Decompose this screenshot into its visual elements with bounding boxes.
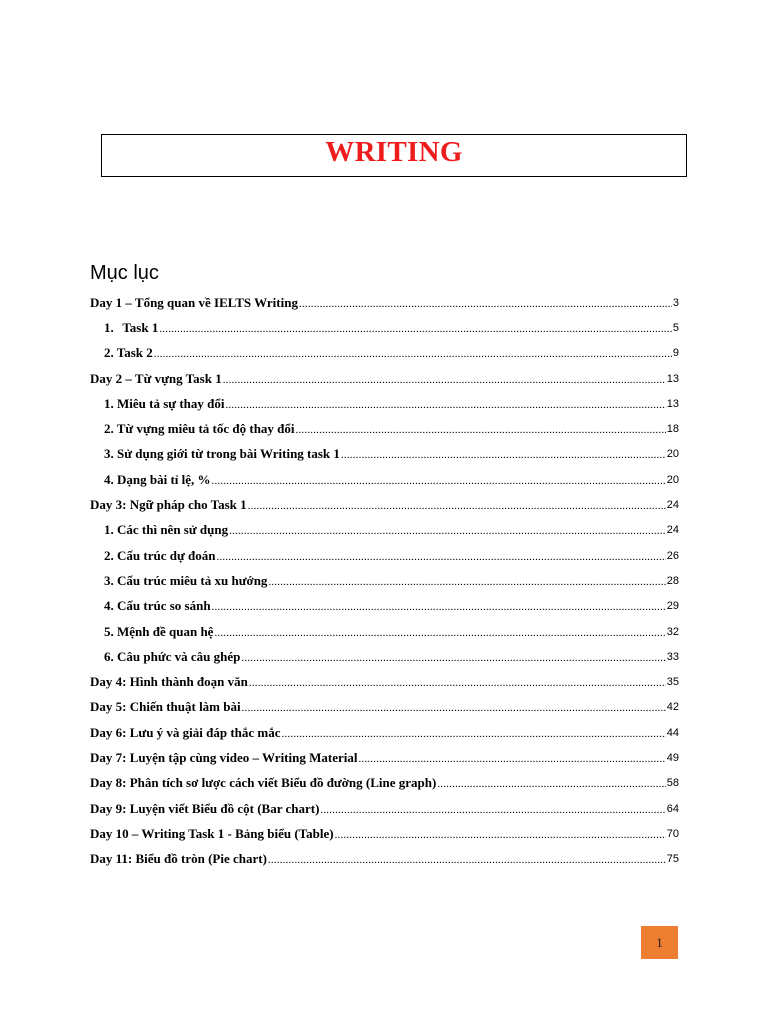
- toc-entry[interactable]: [90, 341, 679, 366]
- toc-dot-leader: [341, 449, 666, 461]
- toc-dot-leader: [225, 399, 665, 411]
- toc-entry[interactable]: [90, 467, 679, 492]
- toc-entry-text: Day 10 – Writing Task 1 - Bảng biểu (Table): [90, 825, 334, 841]
- toc-entry[interactable]: [90, 290, 679, 315]
- toc-entry-page: 35: [666, 676, 679, 689]
- toc-entry-text: Day 5: Chiến thuật làm bài: [90, 699, 241, 715]
- toc-dot-leader: [154, 348, 672, 360]
- toc-entry-page: 20: [666, 448, 679, 461]
- toc-dot-leader: [214, 627, 665, 639]
- toc-entry-text: 3. Sử dụng giới từ trong bài Writing task 1: [104, 446, 340, 462]
- toc-entry-text: 6. Câu phức và câu ghép: [104, 648, 241, 664]
- toc-entry-page: 70: [666, 827, 679, 840]
- toc-entry-page: 28: [666, 574, 679, 587]
- table-of-contents: [90, 290, 679, 872]
- toc-entry[interactable]: [90, 669, 679, 694]
- toc-dot-leader: [229, 525, 666, 537]
- toc-entry[interactable]: [90, 442, 679, 467]
- toc-dot-leader: [437, 778, 665, 790]
- toc-entry-page: 5: [672, 321, 679, 334]
- toc-dot-leader: [249, 677, 666, 689]
- toc-dot-leader: [268, 854, 666, 866]
- toc-entry-page: 20: [666, 473, 679, 486]
- toc-dot-leader: [248, 500, 666, 512]
- toc-entry-text: 2. Cấu trúc dự đoán: [104, 547, 216, 563]
- toc-dot-leader: [268, 576, 665, 588]
- toc-entry[interactable]: [90, 391, 679, 416]
- toc-dot-leader: [296, 424, 666, 436]
- toc-entry-page: 13: [666, 372, 679, 385]
- toc-entry-text: Day 6: Lưu ý và giải đáp thắc mắc: [90, 724, 281, 740]
- toc-entry[interactable]: [90, 720, 679, 745]
- toc-entry[interactable]: [90, 366, 679, 391]
- toc-entry[interactable]: [90, 644, 679, 669]
- toc-entry-page: 33: [666, 650, 679, 663]
- toc-entry-page: 9: [672, 347, 679, 360]
- toc-entry-page: 24: [666, 524, 679, 537]
- toc-entry-page: 29: [666, 600, 679, 613]
- toc-dot-leader: [299, 298, 672, 310]
- toc-dot-leader: [216, 551, 665, 563]
- toc-entry-text: 1. Các thì nên sử dụng: [104, 522, 229, 538]
- toc-entry[interactable]: [90, 796, 679, 821]
- toc-dot-leader: [335, 829, 666, 841]
- toc-entry-text: Day 7: Luyện tập cùng video – Writing Material: [90, 749, 358, 765]
- toc-entry[interactable]: [90, 568, 679, 593]
- toc-entry-text: Day 4: Hình thành đoạn văn: [90, 674, 248, 690]
- toc-entry-page: 42: [666, 701, 679, 714]
- toc-entry[interactable]: [90, 594, 679, 619]
- toc-entry[interactable]: [90, 543, 679, 568]
- toc-entry-page: 64: [666, 802, 679, 815]
- toc-entry[interactable]: [90, 619, 679, 644]
- toc-dot-leader: [241, 652, 665, 664]
- toc-heading: Mục lục: [90, 262, 159, 284]
- toc-entry-page: 75: [666, 853, 679, 866]
- toc-entry[interactable]: [90, 695, 679, 720]
- page-number: 1: [656, 934, 663, 950]
- toc-entry-text: 4. Cấu trúc so sánh: [104, 598, 211, 614]
- toc-entry-page: 49: [666, 751, 679, 764]
- toc-entry-text: Day 2 – Từ vựng Task 1: [90, 370, 222, 386]
- toc-dot-leader: [212, 601, 666, 613]
- toc-entry-text: 4. Dạng bài tỉ lệ, %: [104, 471, 211, 487]
- toc-entry-text: 3. Cấu trúc miêu tả xu hướng: [104, 572, 268, 588]
- toc-entry[interactable]: [90, 847, 679, 872]
- toc-dot-leader: [358, 753, 665, 765]
- toc-entry-text: 2. Task 2: [104, 345, 153, 361]
- toc-dot-leader: [320, 804, 665, 816]
- toc-dot-leader: [223, 374, 666, 386]
- toc-entry[interactable]: [90, 771, 679, 796]
- toc-entry-text: Day 3: Ngữ pháp cho Task 1: [90, 497, 247, 513]
- toc-entry-page: 18: [666, 423, 679, 436]
- toc-entry[interactable]: [90, 518, 679, 543]
- toc-entry-page: 44: [666, 726, 679, 739]
- toc-entry-page: 13: [666, 397, 679, 410]
- toc-entry-text: Day 9: Luyện viết Biểu đồ cột (Bar chart): [90, 800, 320, 816]
- toc-entry-page: 32: [666, 625, 679, 638]
- toc-entry[interactable]: [90, 821, 679, 846]
- toc-entry-text: 1. Miêu tả sự thay đổi: [104, 395, 225, 411]
- toc-entry-page: 3: [672, 296, 679, 309]
- page-number-badge: [641, 926, 678, 959]
- toc-entry-text: Day 8: Phân tích sơ lược cách viết Biểu đồ đường (Line graph): [90, 775, 437, 791]
- toc-entry-text: 5. Mệnh đề quan hệ: [104, 623, 214, 639]
- toc-entry-page: 26: [666, 549, 679, 562]
- toc-entry[interactable]: [90, 492, 679, 517]
- toc-entry-text: 2. Từ vựng miêu tả tốc độ thay đổi: [104, 421, 295, 437]
- toc-entry-page: 58: [666, 777, 679, 790]
- toc-dot-leader: [242, 702, 666, 714]
- toc-dot-leader: [159, 323, 672, 335]
- toc-dot-leader: [212, 475, 666, 487]
- document-title-box: [101, 134, 687, 177]
- toc-entry-text: Day 11: Biểu đồ tròn (Pie chart): [90, 851, 267, 867]
- toc-entry-text: Day 1 – Tổng quan về IELTS Writing: [90, 294, 298, 310]
- toc-entry[interactable]: [90, 745, 679, 770]
- toc-entry-number: 1.: [104, 319, 114, 335]
- toc-entry[interactable]: [90, 416, 679, 441]
- toc-dot-leader: [282, 728, 666, 740]
- document-title: WRITING: [325, 136, 463, 168]
- toc-entry-page: 24: [666, 499, 679, 512]
- toc-entry[interactable]: [90, 315, 679, 340]
- toc-entry-text: Task 1: [122, 319, 159, 335]
